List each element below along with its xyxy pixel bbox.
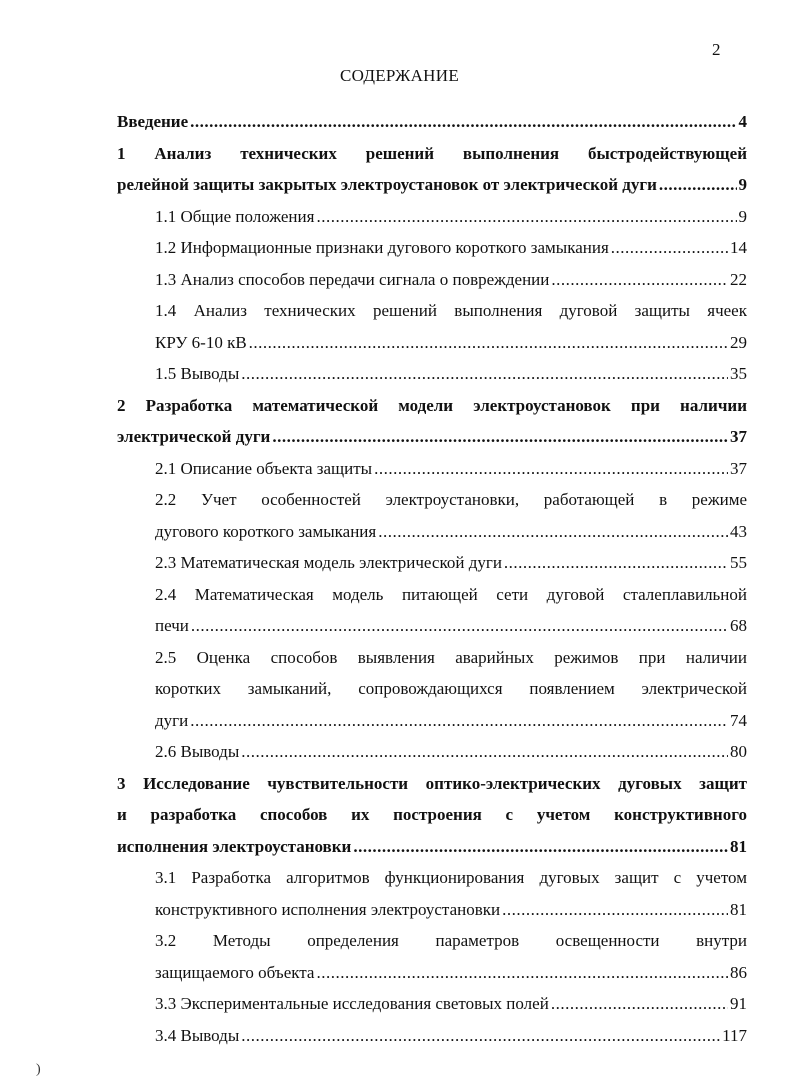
toc-entry-2-2[interactable]: 2.2 Учет особенностей электроустановки, работающей в режиме дугового короткого замыкания ..... 43 [117,484,747,547]
toc-entry-2-1[interactable]: 2.1 Описание объекта защиты ..... 37 [117,453,747,485]
toc-entry-1-4[interactable]: 1.4 Анализ технических решений выполнения дуговой защиты ячеек КРУ 6-10 кВ ..... 29 [117,295,747,358]
toc-entry-2-3[interactable]: 2.3 Математическая модель электрической дуги ..... 55 [117,547,747,579]
page-title: СОДЕРЖАНИЕ [339,66,460,85]
toc-entry-3-1[interactable]: 3.1 Разработка алгоритмов функционирования дуговых защит с учетом конструктивного исполнения электроустановки ..... 81 [117,862,747,925]
toc-entry-1-2[interactable]: 1.2 Информационные признаки дугового короткого замыкания ..... 14 [117,232,747,264]
toc-entry-3-3[interactable]: 3.3 Экспериментальные исследования световых полей ..... 91 [117,988,747,1020]
toc-entry-chapter-3[interactable]: 3 Исследование чувствительности оптико-электрических дуговых защит и разработка способов их построения с учетом конструктивного исполнения электроустановки ..... 81 [117,768,747,863]
toc-entry-2-6[interactable]: 2.6 Выводы ..... 80 [117,736,747,768]
scan-artifact: ) [36,1062,41,1077]
toc-entry-3-2[interactable]: 3.2 Методы определения параметров освещенности внутри защищаемого объекта ..... 86 [117,925,747,988]
toc-entry-1-1[interactable]: 1.1 Общие положения ..... 9 [117,201,747,233]
toc-entry-3-4[interactable]: 3.4 Выводы ..... 117 [117,1020,747,1052]
toc-entry-2-4[interactable]: 2.4 Математическая модель питающей сети дуговой сталеплавильной печи ..... 68 [117,579,747,642]
toc-entry-2-5[interactable]: 2.5 Оценка способов выявления аварийных режимов при наличии коротких замыканий, сопровождающихся появлением электрической дуги ..... 74 [117,642,747,737]
toc-entry-chapter-2[interactable]: 2 Разработка математической модели электроустановок при наличии электрической дуги ..... 37 [117,390,747,453]
toc-entry-1-5[interactable]: 1.5 Выводы ..... 35 [117,358,747,390]
toc-entry-introduction[interactable]: Введение ..... 4 [117,106,747,138]
toc-entry-1-3[interactable]: 1.3 Анализ способов передачи сигнала о повреждении ..... 22 [117,264,747,296]
page-number: 2 [712,40,721,59]
table-of-contents [117,106,747,1051]
toc-entry-chapter-1[interactable]: 1 Анализ технических решений выполнения быстродействующей релейной защиты закрытых электроустановок от электрической дуги ..... 9 [117,138,747,201]
